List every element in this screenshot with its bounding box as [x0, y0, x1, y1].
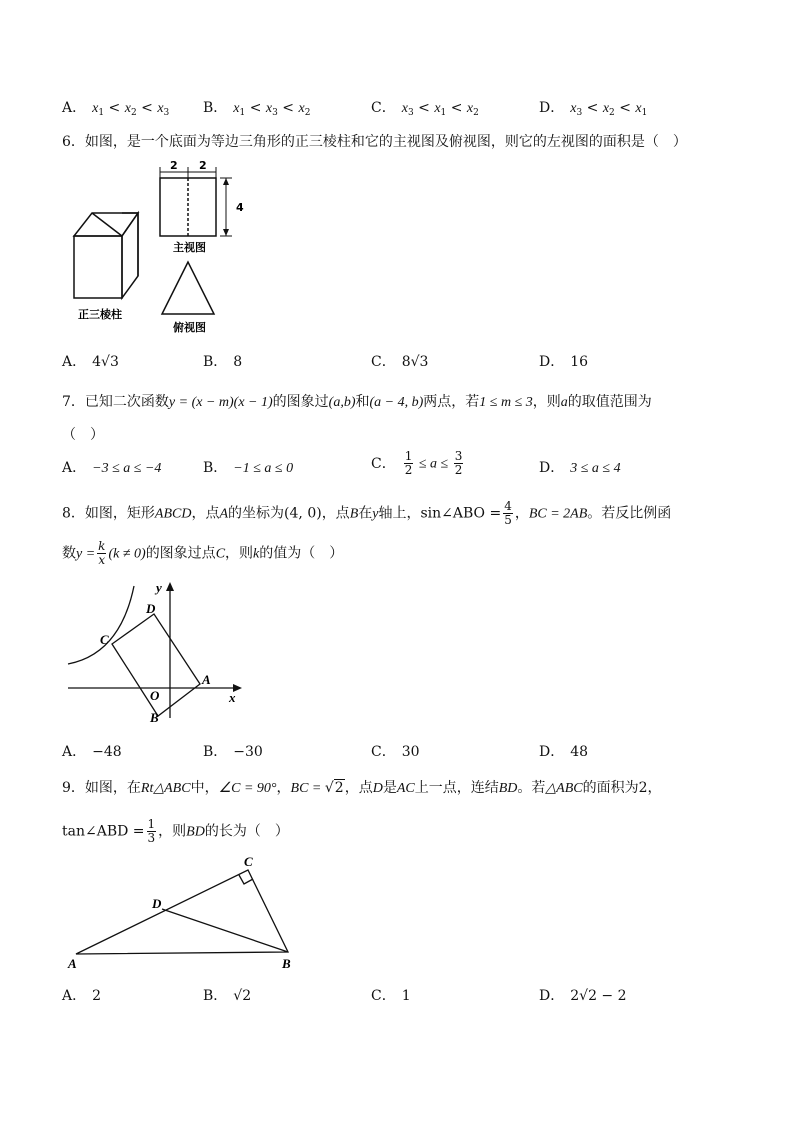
q9-option-d[interactable]: D． 2√2 − 2	[539, 988, 627, 1004]
q6-figure	[66, 158, 266, 336]
q8-option-d[interactable]: D． 48	[539, 744, 589, 760]
label-A: A	[68, 956, 77, 971]
q8-option-b[interactable]: B． −30	[203, 744, 263, 760]
label-D: D	[152, 896, 162, 911]
q9-option-c[interactable]: C． 1	[371, 988, 411, 1004]
q6-option-b[interactable]: B． 8	[203, 354, 243, 370]
q7-option-b[interactable]: B． −1 ≤ a ≤ 0	[203, 460, 294, 476]
q7-option-a[interactable]: A． −3 ≤ a ≤ −4	[62, 460, 162, 476]
label-C: C	[244, 854, 253, 869]
q8-stem-line2: 数y = $\frac{k}{x}$ (k ≠ 0)的图象过点C，则k的值为（ ）	[62, 539, 344, 567]
q9-stem-line1: 9．如图，在Rt△ABC中，∠C = 90°，BC = √2，点D是AC上一点，连结BD。若△ABC的面积为2，	[62, 780, 662, 796]
q7-option-c[interactable]: C． $\frac{1}{2}$ ≤ a ≤ $\frac{3}{2}$	[371, 449, 463, 477]
q6-option-c[interactable]: C． 8√3	[371, 354, 429, 370]
dim-left: 2	[170, 159, 178, 172]
q8-option-c[interactable]: C． 30	[371, 744, 420, 760]
q8-stem-line1: 8．如图，矩形ABCD，点A的坐标为(4, 0)，点B在y轴上，sin∠ABO = $\frac{4}{5}$ ，BC = 2AB。若反比例函	[62, 499, 672, 527]
q6-stem: 6．如图，是一个底面为等边三角形的正三棱柱和它的主视图及俯视图，则它的左视图的面积是（ ）	[62, 134, 687, 150]
dim-right: 2	[199, 159, 207, 172]
top-view-label: 俯视图	[173, 321, 206, 334]
label-A: A	[202, 672, 211, 687]
q9-stem-line2: tan∠ABD = $\frac{1}{3}$ ，则BD的长为（ ）	[62, 817, 289, 845]
label-y: y	[156, 580, 162, 595]
q9-figure	[64, 850, 304, 974]
front-view-label: 主视图	[173, 241, 206, 254]
q5-option-d[interactable]: D． $x_3 < x_2 < x_1$	[539, 100, 648, 118]
front-view	[160, 167, 232, 236]
q9-option-b[interactable]: B． √2	[203, 988, 252, 1004]
q7-stem-tail: （ ）	[62, 427, 104, 443]
prism-drawing	[74, 213, 138, 298]
q7-stem: 7．已知二次函数y = (x − m)(x − 1)的图象过(a,b)和(a − 4, b)两点，若1 ≤ m ≤ 3，则a的取值范围为	[62, 394, 652, 410]
q5-option-b[interactable]: B． $x_1 < x_3 < x_2$	[203, 100, 311, 118]
q7-option-d[interactable]: D． 3 ≤ a ≤ 4	[539, 460, 621, 476]
q8-figure	[64, 578, 250, 726]
top-view	[162, 262, 214, 314]
prism-label: 正三棱柱	[78, 308, 122, 321]
q8-option-a[interactable]: A． −48	[62, 744, 122, 760]
q5-option-a[interactable]: A． $x_1 < x_2 < x_3$	[62, 100, 170, 118]
dim-height: 4	[236, 201, 244, 214]
label-x: x	[229, 690, 236, 705]
q5-option-c[interactable]: C． $x_3 < x_1 < x_2$	[371, 100, 479, 118]
label-C: C	[100, 632, 109, 647]
q6-option-a[interactable]: A． 4√3	[62, 354, 119, 370]
q9-option-a[interactable]: A． 2	[62, 988, 102, 1004]
label-B: B	[282, 956, 291, 971]
label-D: D	[146, 601, 156, 616]
label-O: O	[150, 688, 160, 703]
q6-option-d[interactable]: D． 16	[539, 354, 589, 370]
label-B: B	[150, 710, 159, 725]
